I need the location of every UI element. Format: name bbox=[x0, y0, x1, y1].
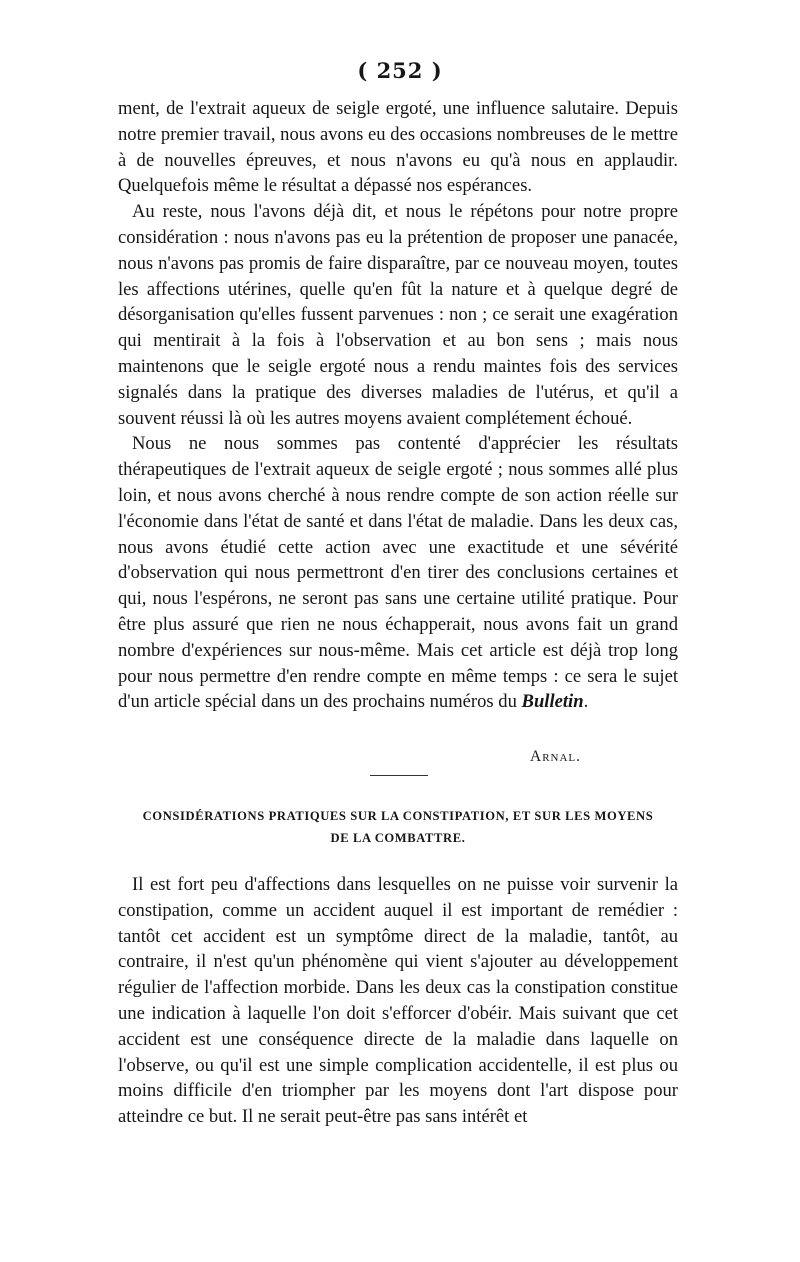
paragraph-no-panacea: Au reste, nous l'avons déjà dit, et nous le répétons pour notre propre considération : nous n'avons pas eu la prétention de proposer une panacée, nous n'avons pas promis de faire disparaître, par ce nouveau moyen, toutes les affections utérines, quelle qu'en fût la nature et à quelque degré de désorganisation qu'elles fussent parvenues : non ; ce serait une exagération qui mentirait à la fois à l'observation et au bon sens ; mais nous maintenons que le seigle ergoté nous a rendu maintes fois des services signalés dans la pratique des diverses maladies de l'utérus, et qu'il a souvent réussi là où les autres moyens avaient complétement échoué. bbox=[118, 201, 678, 429]
paragraph-end-punctuation: . bbox=[583, 691, 589, 713]
paragraph-therapeutic-study bbox=[118, 431, 678, 715]
article-constipation-text bbox=[118, 872, 678, 1130]
journal-title: Bulletin bbox=[521, 691, 584, 713]
section-title bbox=[118, 805, 678, 849]
author-signature: Arnal. bbox=[530, 748, 582, 765]
section-title-line-2: DE LA COMBATTRE. bbox=[330, 831, 466, 845]
paragraph-constipation-intro: Il est fort peu d'affections dans lesquelles on ne puisse voir survenir la constipation, comme un accident auquel il est important de remédier : tantôt cet accident est un symptôme direct de la maladie, tantôt, au contraire, il n'est qu'un phénomène qui vient s'ajouter au développement régulier de l'affection morbide. Dans les deux cas la constipation constitue une indication à laquelle l'on doit s'efforcer d'obéir. Mais suivant que cet accident est une conséquence directe de la maladie dans laquelle on l'observe, ou qu'il est une simple complication accidentelle, il est plus ou moins difficile d'en triompher par les moyens dont l'art dispose pour atteindre ce but. Il ne serait peut-être pas sans intérêt et bbox=[118, 874, 678, 1128]
section-divider bbox=[370, 775, 428, 776]
paragraph-ergot-results: ment, de l'extrait aqueux de seigle ergoté, une influence salutaire. Depuis notre premier travail, nous avons eu des occasions nombreuses de le mettre à de nouvelles épreuves, et nous n'avons eu qu'à nous en applaudir. Quelquefois même le résultat a dépassé nos espérances. bbox=[118, 98, 678, 197]
section-title-line-1: CONSIDÉRATIONS PRATIQUES SUR LA CONSTIPATION, ET SUR LES MOYENS bbox=[142, 809, 654, 823]
article-arnal-text bbox=[118, 96, 678, 715]
page-number: ( 252 ) bbox=[357, 58, 443, 83]
paragraph-therapeutic-study-text: Nous ne nous sommes pas contenté d'apprécier les résultats thérapeutiques de l'extrait aqueux de seigle ergoté ; nous sommes allé plus loin, et nous avons cherché à nous rendre compte de son action réelle sur l'économie dans l'état de santé et dans l'état de maladie. Dans les deux cas, nous avons étudié cette action avec une exactitude et une sévérité d'observation qui nous permettront d'en tirer des conclusions certaines et qui, nous l'espérons, ne seront pas sans une certaine utilité pratique. Pour être plus assuré que rien ne nous échapperait, nous avons fait un grand nombre d'expériences sur nous-même. Mais cet article est déjà trop long pour nous permettre d'en rendre compte en même temps : ce sera le sujet d'un article spécial dans un des prochains numéros du bbox=[118, 433, 678, 713]
